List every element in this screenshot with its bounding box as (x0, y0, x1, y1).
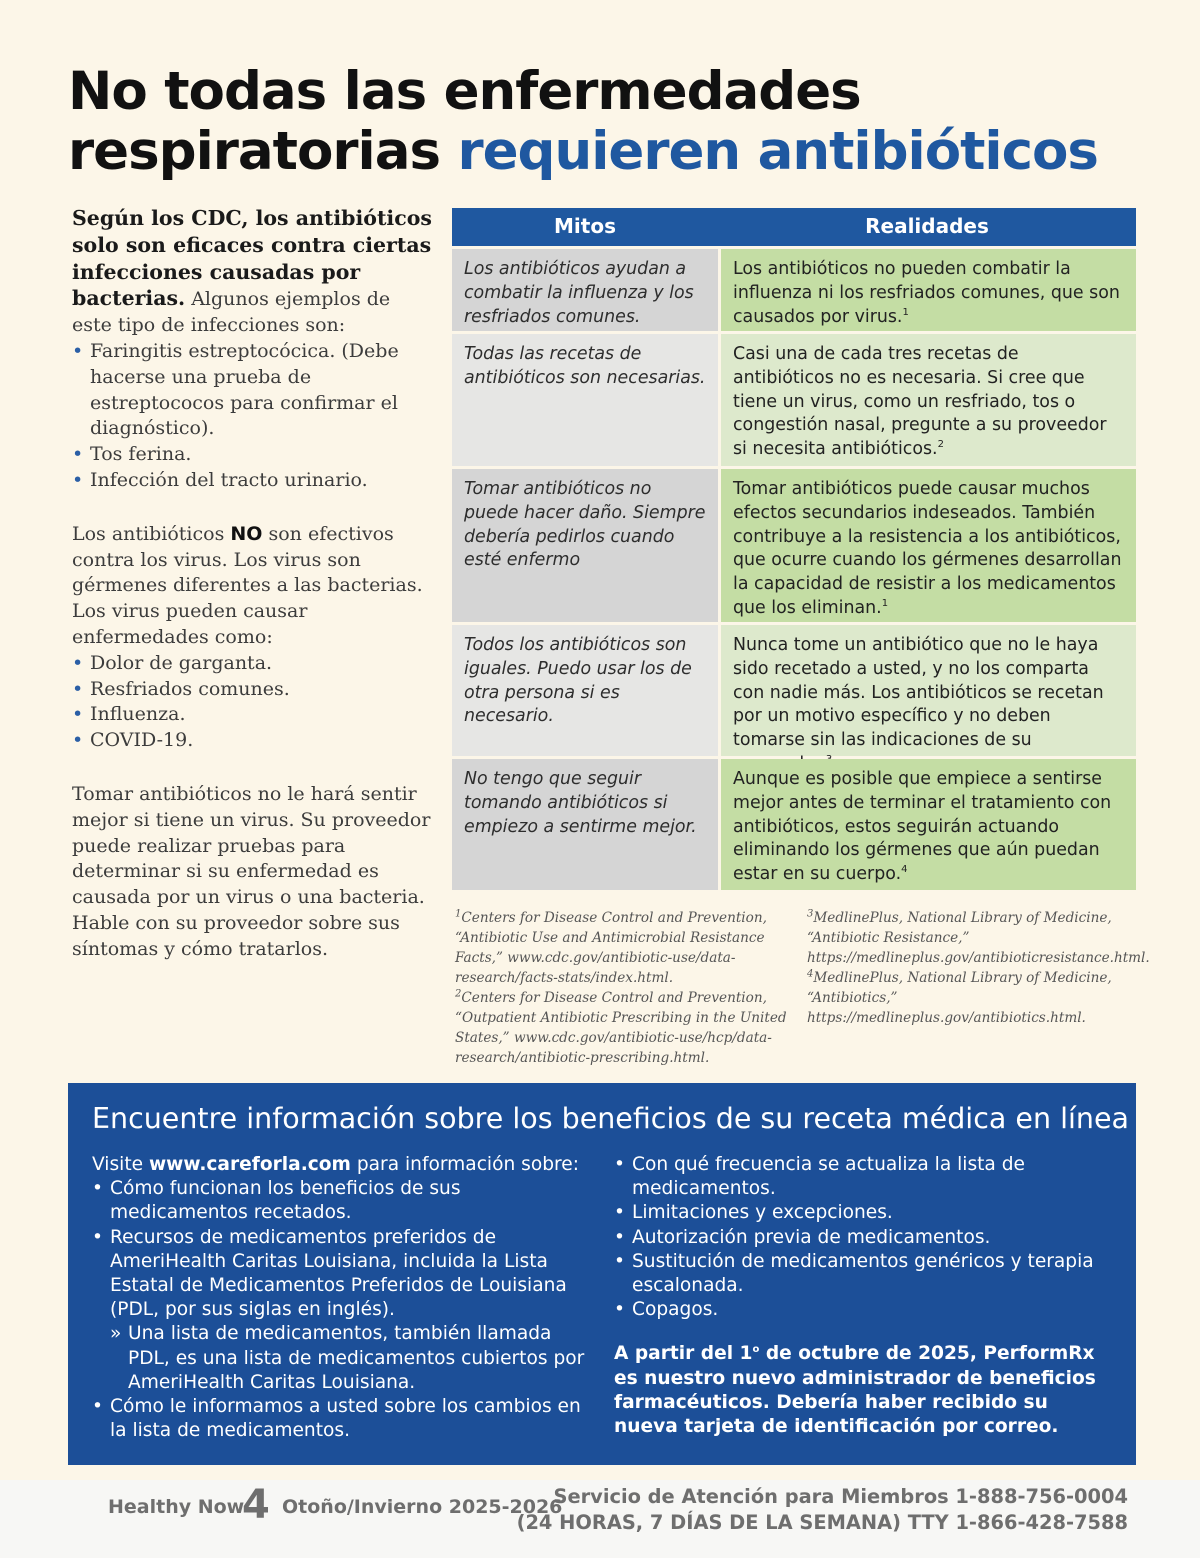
info-list-left (92, 1177, 592, 1443)
left-column (72, 206, 436, 963)
info-box-title: Encuentre información sobre los beneficios de su receta médica en línea (92, 1102, 1129, 1135)
table-row (452, 759, 1136, 890)
member-services-contact (517, 1484, 1128, 1536)
sub-list-item: » Una lista de medicamentos, también llamada PDL, es una lista de medicamentos cubiertos por AmeriHealth Caritas Louisiana. (92, 1322, 592, 1395)
references (455, 908, 1150, 1068)
myth-cell: Los antibióticos ayudan a combatir la influenza y los resfriados comunes. (452, 249, 718, 331)
intro-lead: Según los CDC, los antibióticos solo son eficaces contra ciertas infecciones causadas por bacterias. (72, 206, 432, 311)
newsletter-name: Healthy Now (108, 1496, 245, 1518)
title-line-1: No todas las enfermedades (68, 61, 861, 122)
reference-item (807, 908, 1150, 968)
list-item: • Cómo le informamos a usted sobre los cambios en la lista de medicamentos. (92, 1395, 592, 1443)
fact-text: Nunca tome un antibiótico que no le haya sido recetado a usted, y no los comparta con nadie más. Los antibióticos se recetan por un motivo específico y no deben tomarse sin las indicaciones de su (733, 635, 1104, 751)
reference-number: 2 (455, 988, 462, 1000)
intro-rest: Algunos ejemplos de este tipo de infecciones son: (72, 288, 391, 337)
reference-number: 4 (807, 968, 814, 980)
list-item: • Sustitución de medicamentos genéricos y terapia escalonada. (614, 1250, 1114, 1298)
page-footer (0, 1480, 1200, 1558)
title-line-2-black: respiratorias (68, 121, 458, 182)
myth-cell: Todas las recetas de antibióticos son necesarias. (452, 334, 718, 466)
reference-item (455, 908, 807, 988)
intro-post: para información sobre: (350, 1154, 579, 1175)
pbm-notice (614, 1342, 1114, 1439)
reference-text: MedlinePlus, National Library of Medicine, “Antibiotics,” https://medlineplus.gov/antibiotics.html. (807, 970, 1112, 1026)
closing-paragraph: Tomar antibióticos no le hará sentir mejor si tiene un virus. Su proveedor puede realizar pruebas para determinar si su enfermedad es causada por un virus o una bacteria. Hable con su proveedor sobre sus síntomas y cómo tratarlos. (72, 782, 431, 960)
intro-paragraph (72, 206, 436, 339)
contact-line-1: Servicio de Atención para Miembros 1-888-756-0004 (553, 1485, 1128, 1508)
myth-cell: Todos los antibióticos son iguales. Puedo usar los de otra persona si es necesario. (452, 625, 718, 756)
reference-text: MedlinePlus, National Library of Medicine, “Antibiotic Resistance,” https://medlineplus.gov/antibioticresistance.html. (807, 910, 1150, 966)
list-item: • Tos ferina. (72, 442, 436, 468)
reference-text: Centers for Disease Control and Prevention, “Outpatient Antibiotic Prescribing in the United States,” www.cdc.gov/antibiotic-use/hcp/data-research/antibiotic-prescribing.html. (455, 990, 787, 1066)
issue-season: Otoño/Invierno 2025-2026 (282, 1496, 563, 1518)
list-item: • Limitaciones y excepciones. (614, 1201, 1114, 1225)
header-facts: Realidades (865, 214, 989, 239)
reference-text: Centers for Disease Control and Prevention, “Antibiotic Use and Antimicrobial Resistance Facts,” www.cdc.gov/antibiotic-use/data-research/facts-stats/index.html. (455, 910, 767, 986)
footnote-ref: 1 (881, 598, 889, 610)
list-item: • Infección del tracto urinario. (72, 468, 436, 494)
reference-item (455, 988, 807, 1068)
fact-cell (721, 625, 1136, 756)
footnote-ref: 4 (901, 864, 908, 876)
table-row (452, 249, 1136, 331)
fact-cell (721, 469, 1136, 622)
fact-text: Tomar antibióticos puede causar muchos efectos secundarios indeseados. También contribuye a la resistencia a los antibióticos, que ocurre cuando los gérmenes desarrollan la capacidad de resistir a los medicamentos que los eliminan. (733, 479, 1122, 618)
bacteria-list (72, 339, 436, 494)
myth-cell: No tengo que seguir tomando antibióticos si empiezo a sentirme mejor. (452, 759, 718, 890)
table-row (452, 625, 1136, 756)
info-box-right-column (614, 1153, 1114, 1439)
fact-text: Casi una de cada tres recetas de antibióticos no es necesaria. Si cree que tiene un virus, como un resfriado, tos o congestión nasal, pregunte a su proveedor si necesita antibióticos. (733, 344, 1107, 460)
myth-cell: Tomar antibióticos no puede hacer daño. Siempre debería pedirlos cuando esté enfermo (452, 469, 718, 622)
reference-number: 1 (455, 908, 462, 920)
virus-pre: Los antibióticos (72, 522, 231, 545)
info-box (68, 1083, 1136, 1465)
header-myths: Mitos (554, 214, 616, 239)
info-box-left-column (92, 1153, 592, 1443)
list-item: • Recursos de medicamentos preferidos de AmeriHealth Caritas Louisiana, incluida la Lista Estatal de Medicamentos Preferidos de Louisiana (PDL, por sus siglas en inglés). (92, 1226, 592, 1323)
virus-post: son efectivos contra los virus. Los virus son gérmenes diferentes a las bacterias. Los virus pueden causar enfermedades como: (72, 522, 423, 648)
table-header (452, 208, 1136, 246)
info-box-intro (92, 1153, 592, 1177)
notice-post: de octubre de 2025, PerformRx es nuestro nuevo administrador de beneficios farmacéuticos. Debería haber recibido su nueva tarjeta de identificación por correo. (614, 1343, 1096, 1438)
myths-facts-table (452, 208, 1136, 890)
fact-text: Aunque es posible que empiece a sentirse mejor antes de terminar el tratamiento con antibióticos, estos seguirán actuando eliminando los gérmenes que aún puedan estar en su cuerpo. (733, 769, 1112, 885)
fact-cell (721, 759, 1136, 890)
list-item: • Faringitis estreptocócica. (Debe hacerse una prueba de estreptococos para confirmar el diagnóstico). (72, 339, 436, 442)
reference-number: 3 (807, 908, 814, 920)
table-row (452, 469, 1136, 622)
info-list-right (614, 1153, 1114, 1322)
table-row (452, 334, 1136, 466)
list-item: • Con qué frecuencia se actualiza la lista de medicamentos. (614, 1153, 1114, 1201)
title-line-2 (68, 122, 1148, 182)
list-item: • Resfriados comunes. (72, 677, 436, 703)
list-item: • COVID-19. (72, 728, 436, 754)
title-line-2-blue: requieren antibióticos (457, 121, 1098, 182)
page-number: 4 (242, 1482, 270, 1528)
notice-pre: A partir del 1 (614, 1343, 753, 1365)
page-title (68, 62, 1148, 182)
website-link[interactable]: www.careforla.com (148, 1154, 351, 1175)
fact-text: Los antibióticos no pueden combatir la influenza ni los resfriados comunes, que son causados por virus. (733, 259, 1120, 327)
list-item: • Autorización previa de medicamentos. (614, 1226, 1114, 1250)
fact-cell (721, 249, 1136, 331)
intro-pre: Visite (92, 1154, 149, 1175)
list-item: • Dolor de garganta. (72, 651, 436, 677)
virus-no: NO (230, 522, 263, 545)
fact-cell (721, 334, 1136, 466)
list-item: • Cómo funcionan los beneficios de sus medicamentos recetados. (92, 1177, 592, 1225)
list-item: • Copagos. (614, 1298, 1114, 1322)
list-item: • Influenza. (72, 702, 436, 728)
contact-line-2: (24 HORAS, 7 DÍAS DE LA SEMANA) TTY 1-866-428-7588 (516, 1511, 1128, 1534)
virus-list (72, 651, 436, 754)
reference-item (807, 968, 1127, 1028)
virus-paragraph (72, 522, 436, 651)
notice-sup: o (752, 1344, 760, 1356)
footnote-ref: 2 (937, 439, 944, 451)
footnote-ref: 1 (902, 306, 909, 318)
